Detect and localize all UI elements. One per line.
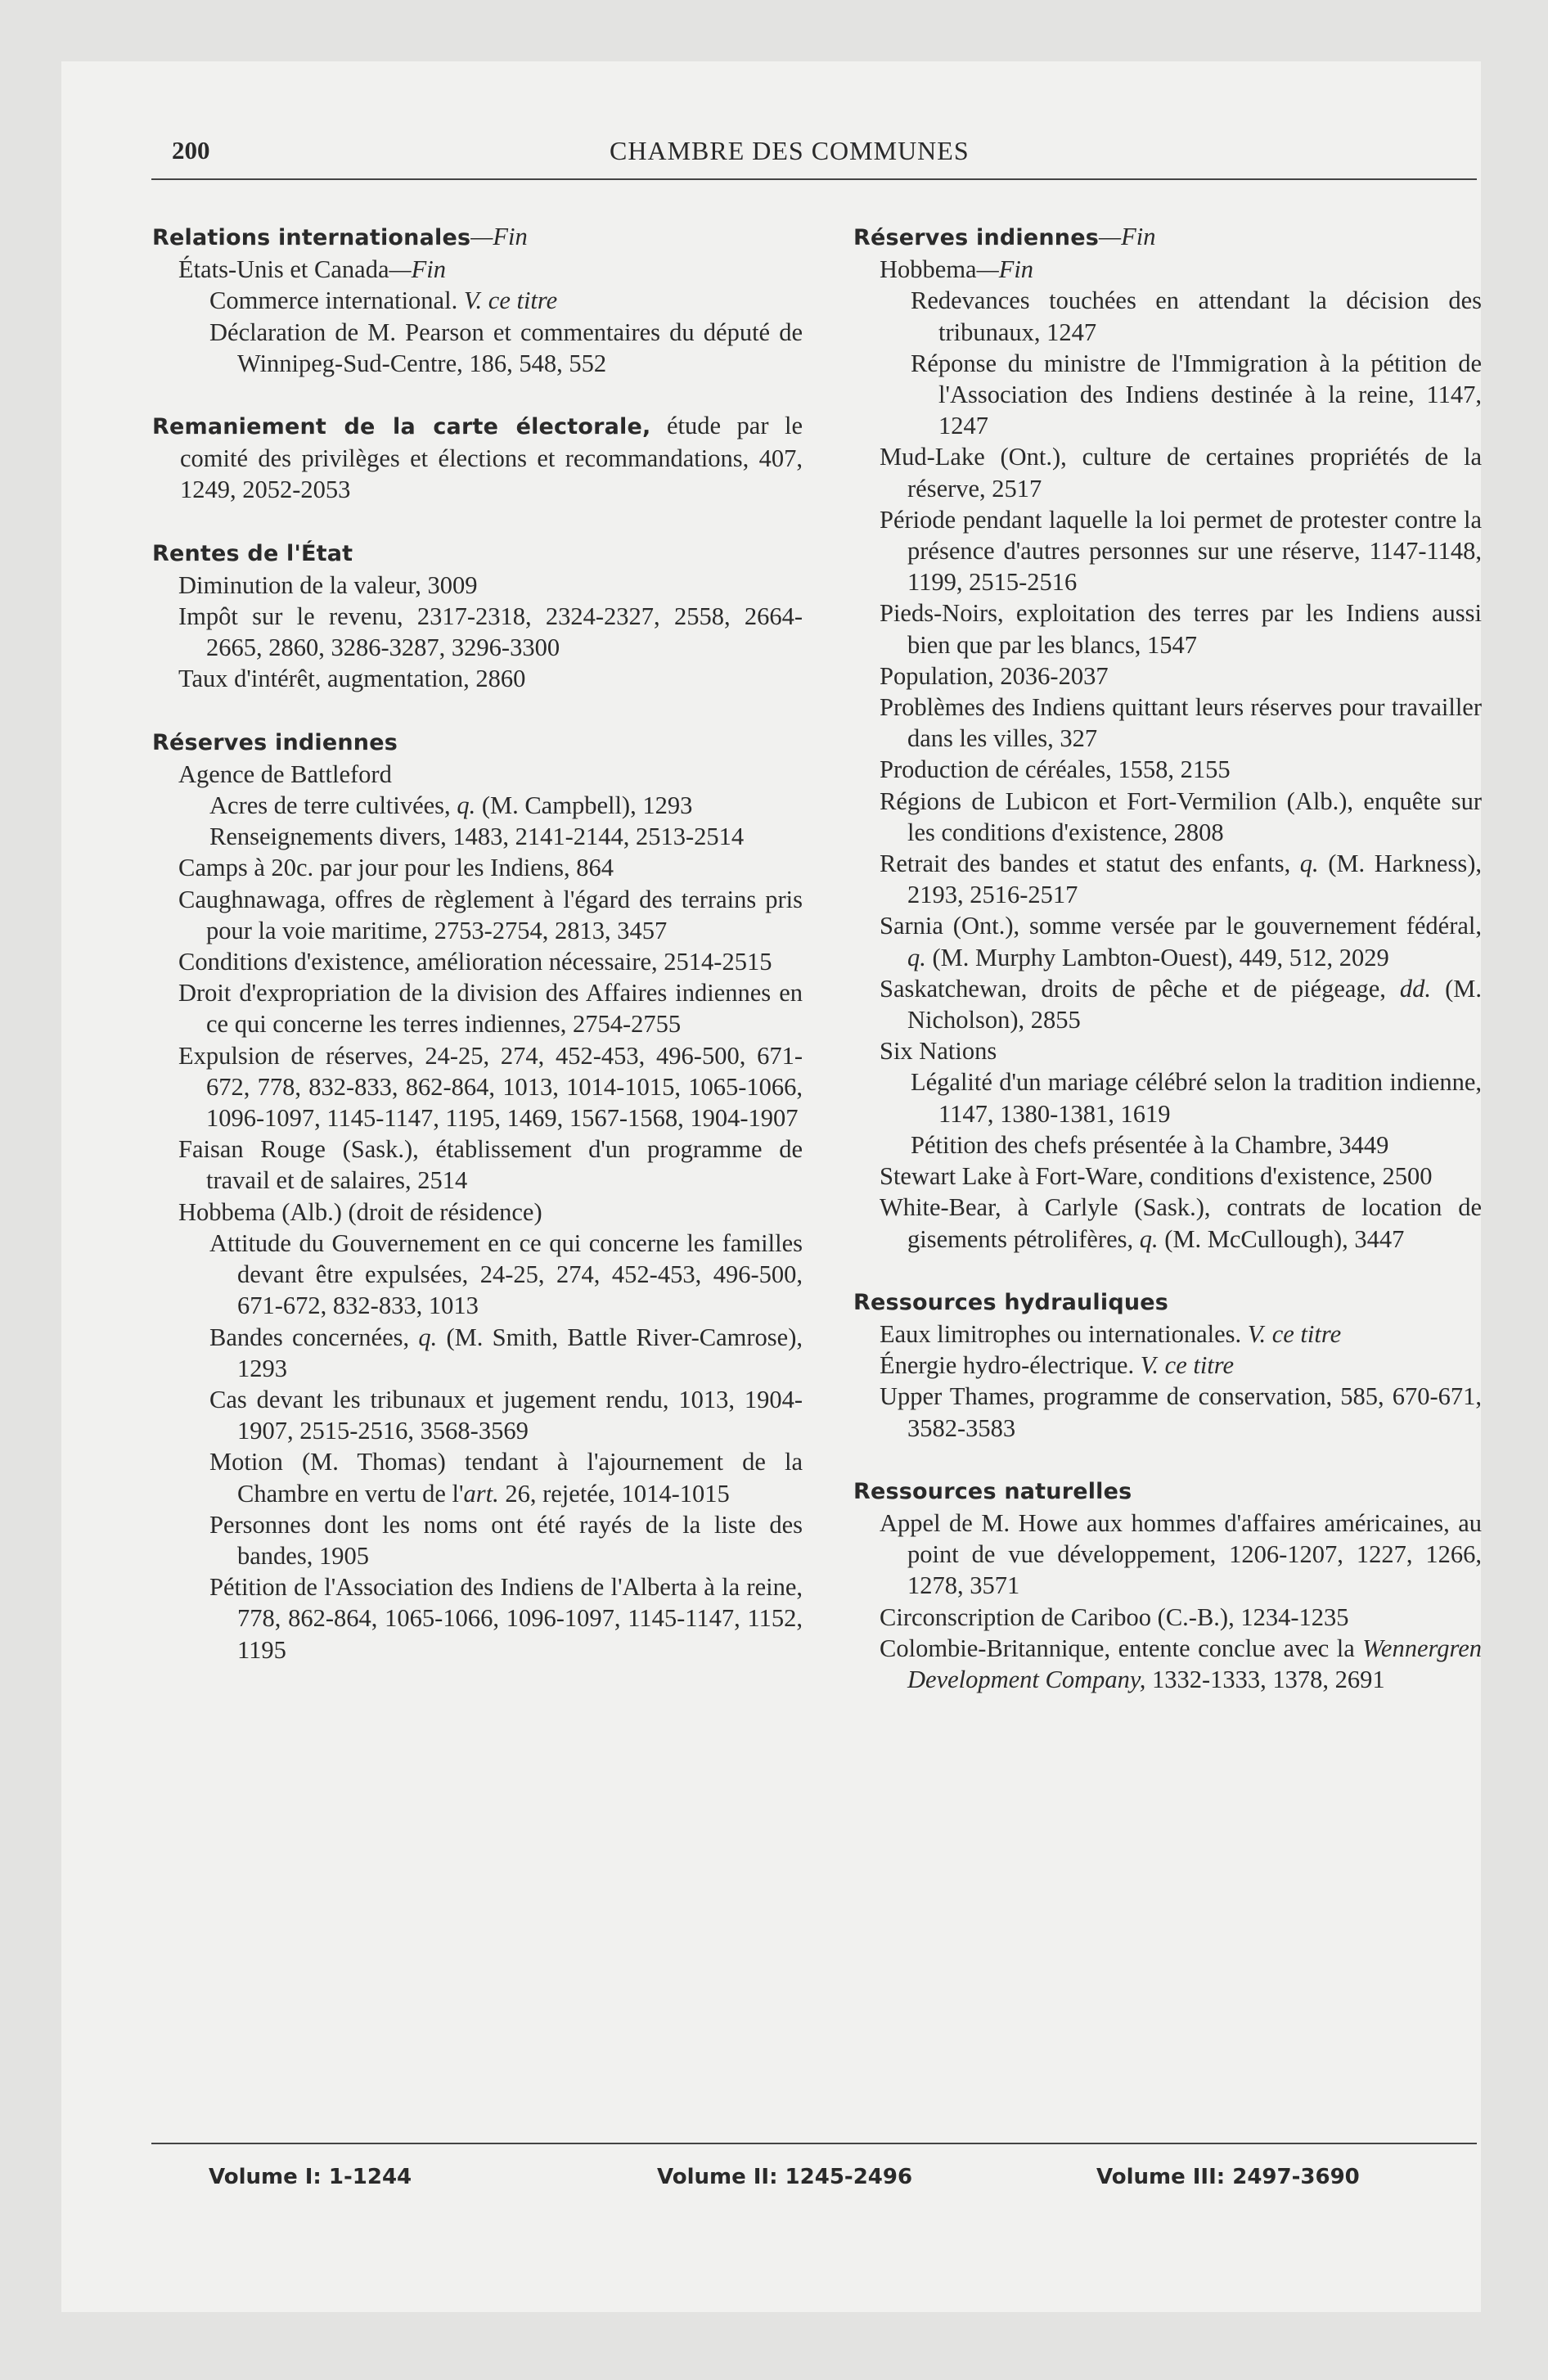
entry-after: (M. McCullough), 3447 (1158, 1224, 1405, 1253)
entry-text: Colombie-Britannique, entente conclue avec la (880, 1634, 1363, 1662)
entry-text: Eaux limitrophes ou internationales. (880, 1319, 1248, 1348)
index-entry (151, 570, 803, 601)
index-subentry (853, 1129, 1482, 1161)
index-subentry (152, 285, 803, 316)
entry-text: Cas devant les tribunaux et jugement rendu, 1013, 1904-1907, 2515-2516, 3568-3569 (209, 1385, 803, 1445)
index-entry (852, 504, 1482, 598)
heading-suffix: —Fin (1098, 223, 1156, 250)
entry-italic: q. (418, 1323, 438, 1351)
index-entry (151, 946, 803, 977)
entry-suffix: —Fin (976, 255, 1034, 284)
entry-after: (M. Murphy Lambton-Ouest), 449, 512, 2029 (925, 943, 1389, 971)
index-heading (152, 221, 803, 254)
index-entry (151, 977, 803, 1039)
heading-text: Rentes de l'État (152, 540, 353, 566)
entry-text: États-Unis et Canada (178, 255, 389, 284)
entry-text: Six Nations (880, 1037, 997, 1066)
entry-text: Production de céréales, 1558, 2155 (880, 755, 1231, 784)
index-entry (151, 254, 803, 285)
heading-suffix: —Fin (470, 223, 528, 250)
entry-text: Acres de terre cultivées, (209, 791, 457, 820)
index-subentry (152, 317, 803, 379)
entry-text: Pétition des chefs présentée à la Chambre, 3449 (911, 1130, 1389, 1159)
index-entry (852, 786, 1482, 848)
index-subentry (152, 821, 803, 852)
index-subentry (152, 1228, 803, 1322)
section-gap (152, 695, 803, 726)
footer-volume-3: Volume III: 2497-3690 (1096, 2165, 1360, 2189)
entry-after: (M. Harkness), 2193, 2516-2517 (907, 850, 1482, 909)
entry-italic: V. ce titre (1247, 1319, 1342, 1348)
entry-text: Diminution de la valeur, 3009 (178, 570, 478, 599)
index-entry (151, 852, 803, 883)
section-gap (152, 506, 803, 537)
entry-italic: Wennergren Development Company, (907, 1634, 1482, 1693)
heading-text: Relations internationales (152, 225, 471, 250)
entry-text: Conditions d'existence, amélioration nécessaire, 2514-2515 (178, 948, 772, 976)
entry-text: Circonscription de Cariboo (C.-B.), 1234-1235 (880, 1602, 1349, 1631)
entry-text: Agence de Battleford (178, 760, 392, 788)
entry-text: Population, 2036-2037 (880, 661, 1109, 690)
entry-text: Renseignements divers, 1483, 2141-2144, 2513-2514 (209, 823, 745, 851)
entry-text: Réponse du ministre de l'Immigration à la pétition de l'Association des Indiens destinée à la reine, 1147, 1247 (911, 349, 1482, 440)
section-gap (853, 1444, 1482, 1475)
index-entry (852, 692, 1482, 754)
index-entry (852, 1035, 1482, 1066)
entry-text: Période pendant laquelle la loi permet de protester contre la présence d'autres personnes sur une réserve, 1147-1148, 1199, 2515-2516 (880, 505, 1482, 597)
entry-text: Expulsion de réserves, 24-25, 274, 452-453, 496-500, 671-672, 778, 832-833, 862-864, 1013, 1014-1015, 1065-1066, 1096-1097, 1145-1147, 1195, 1469, 1567-1568, 1904-1907 (178, 1041, 803, 1133)
index-subentry (152, 1446, 803, 1508)
index-entry (852, 597, 1482, 660)
index-subentry (853, 1066, 1482, 1129)
entry-text: Personnes dont les noms ont été rayés de la liste des bandes, 1905 (209, 1510, 803, 1570)
index-entry (852, 1381, 1482, 1443)
index-subentry (152, 1571, 803, 1666)
entry-after: 26, rejetée, 1014-1015 (498, 1479, 730, 1508)
index-entry (852, 754, 1482, 785)
index-heading (853, 221, 1482, 254)
entry-italic: dd. (1399, 974, 1432, 1003)
index-entry (852, 660, 1482, 692)
entry-text: Problèmes des Indiens quittant leurs réserves pour travailler dans les villes, 327 (880, 693, 1482, 753)
entry-italic: q. (907, 943, 926, 971)
entry-text: Énergie hydro-électrique. (880, 1351, 1141, 1380)
index-entry (151, 601, 803, 663)
index-entry (852, 1508, 1482, 1602)
index-entry (852, 848, 1482, 910)
index-entry (151, 1134, 803, 1196)
entry-text: Régions de Lubicon et Fort-Vermilion (Alb.), enquête sur les conditions d'existence, 2808 (880, 787, 1482, 846)
heading-text: Ressources hydrauliques (853, 1289, 1169, 1315)
entry-text: Caughnawaga, offres de règlement à l'égard des terrains pris pour la voie maritime, 2753-2754, 2813, 3457 (178, 885, 803, 944)
index-entry (852, 1602, 1482, 1633)
heading-text: Réserves indiennes (152, 729, 398, 755)
index-heading (152, 726, 803, 759)
entry-text: Commerce international. (209, 286, 464, 315)
index-entry (852, 973, 1482, 1035)
entry-italic: V. ce titre (1140, 1351, 1235, 1380)
index-entry (151, 663, 803, 694)
header-rule (151, 178, 1477, 180)
index-heading (152, 410, 803, 506)
entry-text: Redevances touchées en attendant la décision des tribunaux, 1247 (911, 286, 1482, 346)
entry-text: Upper Thames, programme de conservation, 585, 670-671, 3582-3583 (880, 1382, 1482, 1442)
index-entry (852, 1350, 1482, 1381)
index-subentry (853, 348, 1482, 442)
heading-text: Remaniement de la carte électorale, (152, 414, 651, 440)
entry-suffix: —Fin (389, 255, 446, 284)
index-entry (852, 254, 1482, 285)
heading-text: Ressources naturelles (853, 1478, 1132, 1504)
entry-italic: q. (457, 791, 476, 820)
entry-after: (M. Campbell), 1293 (475, 791, 693, 820)
entry-text: Taux d'intérêt, augmentation, 2860 (178, 665, 526, 693)
entry-text: Saskatchewan, droits de pêche et de piégeage, (880, 974, 1400, 1003)
entry-after: (M. Smith, Battle River-Camrose), 1293 (237, 1323, 803, 1382)
entry-italic: art. (463, 1479, 499, 1508)
index-subentry (152, 1384, 803, 1446)
index-entry (151, 1040, 803, 1134)
entry-text: Faisan Rouge (Sask.), établissement d'un programme de travail et de salaires, 2514 (178, 1135, 803, 1195)
entry-text: Impôt sur le revenu, 2317-2318, 2324-2327, 2558, 2664-2665, 2860, 3286-3287, 3296-3300 (178, 602, 803, 662)
index-column-left (152, 221, 803, 1666)
entry-italic: q. (1299, 850, 1319, 878)
section-gap (152, 379, 803, 410)
entry-text: Motion (M. Thomas) tendant à l'ajournement de la Chambre en vertu de l' (209, 1448, 803, 1508)
index-subentry (152, 1509, 803, 1571)
footer-volume-1: Volume I: 1-1244 (209, 2165, 412, 2189)
entry-text: Appel de M. Howe aux hommes d'affaires américaines, au point de vue développement, 1206-1207, 1227, 1266, 1278, 3571 (880, 1508, 1482, 1600)
index-entry (151, 1197, 803, 1228)
entry-text: Mud-Lake (Ont.), culture de certaines propriétés de la réserve, 2517 (880, 443, 1482, 503)
entry-text: White-Bear, à Carlyle (Sask.), contrats de location de gisements pétrolifères, (880, 1193, 1482, 1253)
footer-volume-2: Volume II: 1245-2496 (657, 2165, 913, 2189)
index-entry (852, 1192, 1482, 1254)
index-heading (853, 1475, 1482, 1508)
section-gap (853, 1255, 1482, 1286)
entry-text: Sarnia (Ont.), somme versée par le gouvernement fédéral, (880, 912, 1482, 940)
index-entry (151, 759, 803, 790)
index-entry (852, 441, 1482, 503)
entry-text: Hobbema (Alb.) (droit de résidence) (178, 1197, 542, 1226)
entry-text: Légalité d'un mariage célébré selon la tradition indienne, 1147, 1380-1381, 1619 (911, 1068, 1482, 1128)
index-subentry (152, 790, 803, 821)
index-subentry (152, 1322, 803, 1384)
entry-text: Droit d'expropriation de la division des Affaires indiennes en ce qui concerne les terres indiennes, 2754-2755 (178, 979, 803, 1039)
heading-text: Réserves indiennes (853, 225, 1099, 250)
index-entry (852, 1318, 1482, 1350)
entry-text: Pétition de l'Association des Indiens de l'Alberta à la reine, 778, 862-864, 1065-1066, 1096-1097, 1145-1147, 1152, 1195 (209, 1573, 803, 1664)
entry-text: Bandes concernées, (209, 1323, 419, 1351)
entry-text: Pieds-Noirs, exploitation des terres par les Indiens aussi bien que par les blancs, 1547 (880, 599, 1482, 659)
footer-rule (151, 2143, 1477, 2144)
index-heading (853, 1286, 1482, 1318)
entry-italic: q. (1139, 1224, 1159, 1253)
entry-text: Stewart Lake à Fort-Ware, conditions d'existence, 2500 (880, 1162, 1433, 1191)
index-entry (151, 884, 803, 946)
entry-text: Hobbema (880, 255, 977, 284)
index-entry (852, 1633, 1482, 1695)
index-subentry (853, 285, 1482, 347)
page-number: 200 (172, 136, 210, 165)
entry-after: (M. Nicholson), 2855 (907, 974, 1482, 1034)
heading-run-text: étude par le comité des privilèges et élections et recommandations, 407, 1249, 2052-2053 (180, 412, 803, 504)
index-entry (852, 1161, 1482, 1192)
entry-text: Camps à 20c. par jour pour les Indiens, 864 (178, 854, 614, 882)
index-entry (852, 910, 1482, 972)
entry-text: Retrait des bandes et statut des enfants, (880, 850, 1300, 878)
entry-suffix: V. ce titre (463, 286, 558, 315)
index-column-right (853, 221, 1482, 1695)
index-heading (152, 537, 803, 570)
entry-text: Attitude du Gouvernement en ce qui concerne les familles devant être expulsées, 24-25, 274, 452-453, 496-500, 671-672, 832-833, 1013 (209, 1228, 803, 1320)
running-title: CHAMBRE DES COMMUNES (610, 136, 970, 165)
page-header (151, 136, 1477, 169)
entry-text: Déclaration de M. Pearson et commentaires du député de Winnipeg-Sud-Centre, 186, 548, 552 (209, 318, 803, 377)
entry-after: 1332-1333, 1378, 2691 (1145, 1665, 1385, 1693)
